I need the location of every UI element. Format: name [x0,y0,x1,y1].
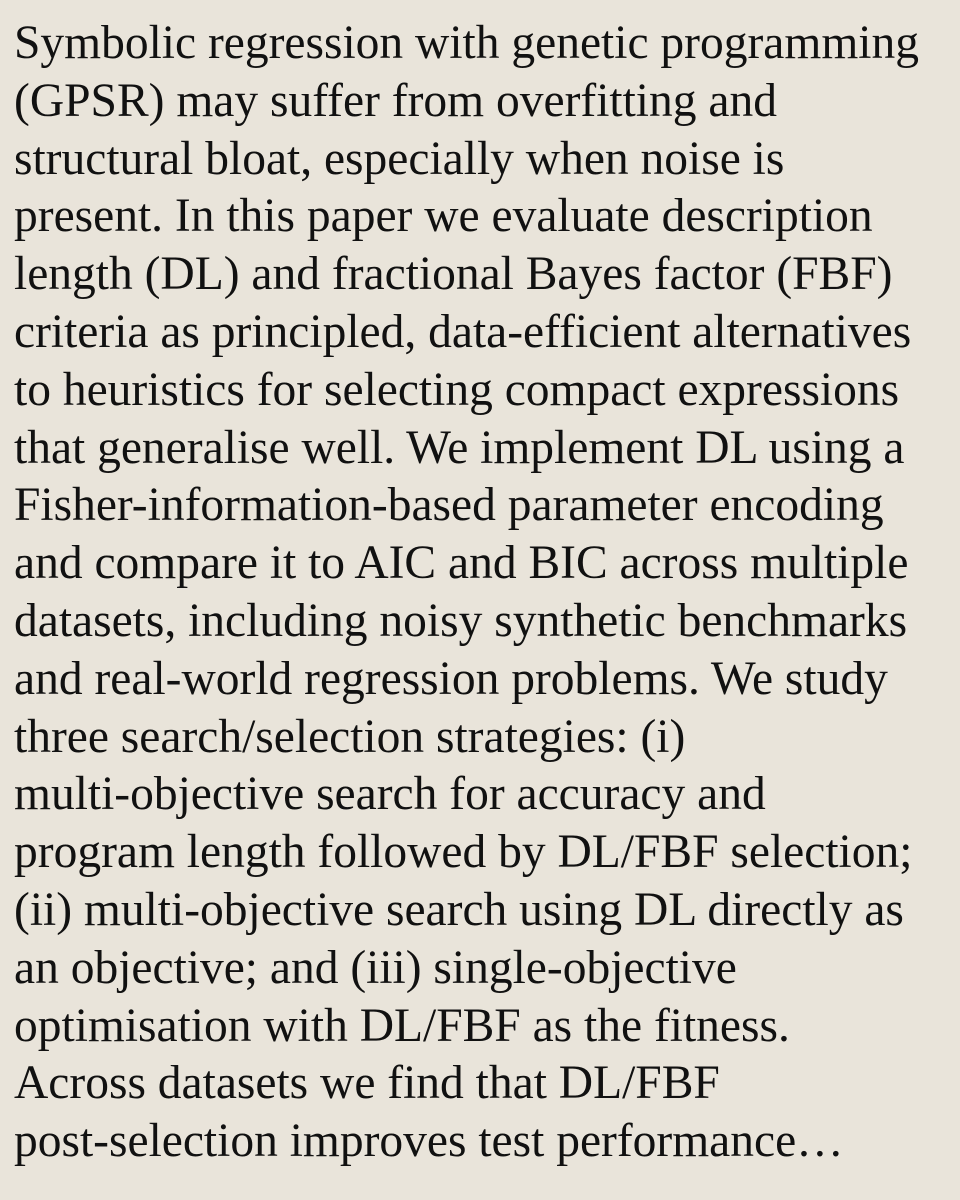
abstract-line: Symbolic regression with genetic programming [14,17,919,69]
abstract-line: post-selection improves test performance… [14,1115,844,1168]
abstract-line: Across datasets we find that DL/FBF [14,1057,720,1110]
abstract-line: and compare it to AIC and BIC across multiple [14,537,909,590]
abstract-line: multi-objective search for accuracy and [14,768,766,821]
abstract-line: length (DL) and fractional Bayes factor (FBF) [14,248,893,301]
abstract-line: Fisher-information-based parameter encoding [14,479,884,532]
abstract-line: program length followed by DL/FBF selection; [14,826,913,879]
abstract-line: criteria as principled, data-efficient alternatives [14,305,912,358]
abstract-line: that generalise well. We implement DL using a [14,421,905,474]
abstract-line: optimisation with DL/FBF as the fitness. [14,999,790,1052]
abstract-line: and real-world regression problems. We study [14,652,888,705]
abstract-line: structural bloat, especially when noise is [14,132,785,185]
abstract-line: (ii) multi-objective search using DL directly as [14,883,904,936]
abstract-text [14,15,960,1171]
abstract-line: an objective; and (iii) single-objective [14,941,737,994]
abstract-line: present. In this paper we evaluate description [14,190,873,243]
abstract-line: (GPSR) may suffer from overfitting and [14,74,777,127]
abstract-line: datasets, including noisy synthetic benchmarks [14,594,908,647]
abstract-line: three search/selection strategies: (i) [14,710,686,763]
abstract-line: to heuristics for selecting compact expressions [14,363,900,416]
